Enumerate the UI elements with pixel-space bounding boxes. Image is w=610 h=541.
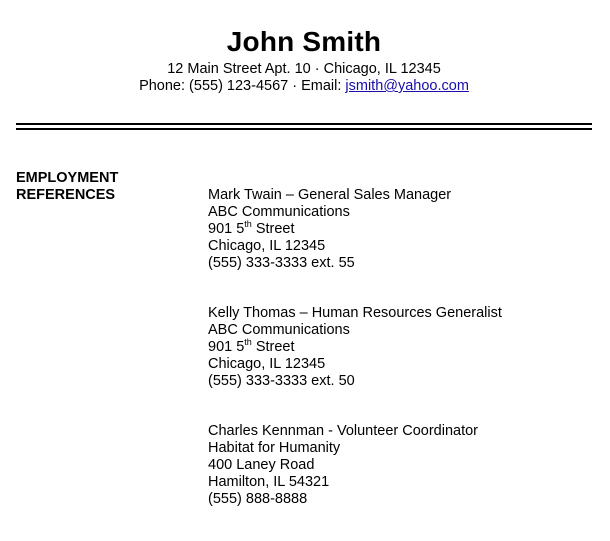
candidate-address: 12 Main Street Apt. 10 · Chicago, IL 12345: [167, 61, 441, 77]
reference-city: Chicago, IL 12345: [208, 356, 326, 372]
email-link[interactable]: jsmith@yahoo.com: [345, 78, 469, 94]
candidate-contact: [0, 77, 608, 95]
reference-street: [208, 339, 598, 356]
reference-phone: (555) 333-3333 ext. 50: [208, 373, 355, 389]
street-name: Street: [251, 339, 295, 355]
reference-company: ABC Communications: [208, 322, 350, 338]
section-title: [16, 170, 118, 204]
reference-phone: (555) 888-8888: [208, 491, 308, 507]
reference-company: ABC Communications: [208, 204, 350, 220]
reference-name-title: Mark Twain – General Sales Manager: [208, 187, 452, 203]
header-divider-bottom: [16, 128, 592, 130]
reference-name-title: Kelly Thomas – Human Resources Generalist: [208, 305, 502, 321]
reference-phone: (555) 333-3333 ext. 55: [208, 255, 355, 271]
header-divider-top: [16, 123, 592, 125]
reference-name-title: Charles Kennman - Volunteer Coordinator: [208, 423, 479, 439]
street-ordinal: th: [244, 219, 252, 230]
street-name: Street: [251, 221, 295, 237]
street-number: 901 5: [208, 339, 245, 355]
candidate-name: John Smith: [226, 26, 382, 57]
reference-entry: [208, 187, 598, 272]
section-title-line-2: REFERENCES: [16, 187, 116, 203]
street-ordinal: th: [244, 337, 252, 348]
reference-street: [208, 221, 598, 238]
phone-label: Phone: (555) 123-4567 · Email:: [139, 78, 346, 94]
reference-city: Hamilton, IL 54321: [208, 474, 330, 490]
reference-entry: [208, 305, 598, 390]
reference-entry: [208, 423, 598, 508]
references-list: [208, 187, 598, 541]
street-number: 901 5: [208, 221, 245, 237]
reference-street: 400 Laney Road: [208, 457, 315, 473]
reference-city: Chicago, IL 12345: [208, 238, 326, 254]
section-title-line-1: EMPLOYMENT: [16, 170, 119, 186]
reference-company: Habitat for Humanity: [208, 440, 341, 456]
